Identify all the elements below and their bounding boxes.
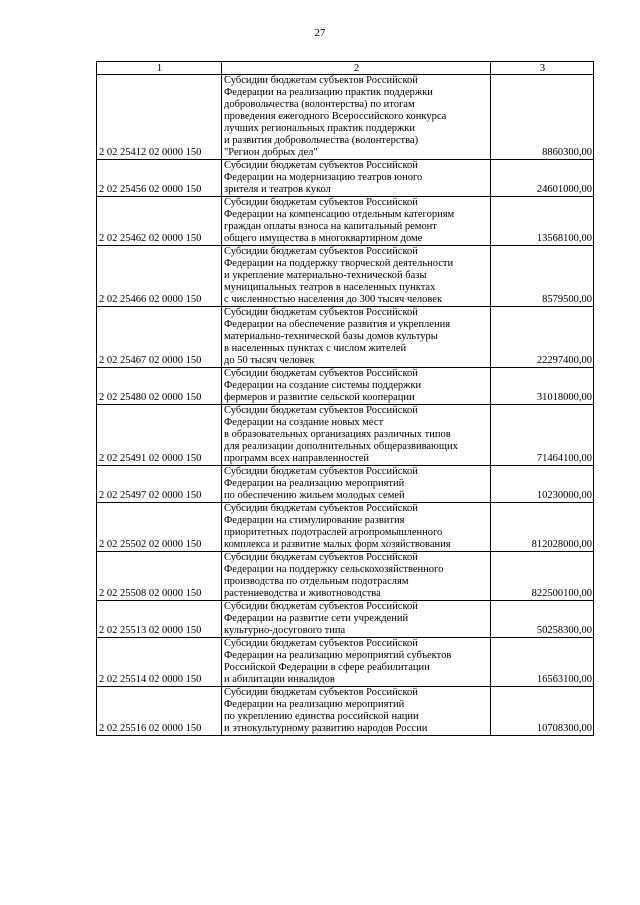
revenue-name-line: и укрепление материально-технической базы bbox=[224, 270, 427, 281]
revenue-code-cell: 2 02 25502 02 0000 150 bbox=[97, 503, 222, 552]
revenue-name-line: Субсидии бюджетам субъектов Российской bbox=[224, 307, 418, 318]
revenue-name-cell bbox=[222, 405, 491, 466]
column-header-amount: 3 bbox=[491, 62, 594, 75]
revenue-name-cell bbox=[222, 75, 491, 160]
table-row bbox=[97, 601, 594, 638]
revenue-code-cell: 2 02 25480 02 0000 150 bbox=[97, 368, 222, 405]
revenue-code-cell: 2 02 25514 02 0000 150 bbox=[97, 638, 222, 687]
revenue-name-line: фермеров и развитие сельской кооперации bbox=[224, 392, 415, 403]
table-row bbox=[97, 503, 594, 552]
table-row bbox=[97, 405, 594, 466]
revenue-name-line: с численностью населения до 300 тысяч человек bbox=[224, 294, 443, 305]
amount-cell: 8579500,00 bbox=[491, 246, 594, 307]
table-row bbox=[97, 552, 594, 601]
revenue-name-cell bbox=[222, 307, 491, 368]
revenue-name-line: и этнокультурному развитию народов России bbox=[224, 723, 428, 734]
amount-cell: 10230000,00 bbox=[491, 466, 594, 503]
revenue-name-line: программ всех направленностей bbox=[224, 453, 370, 464]
revenue-name-line: Федерации на развитие сети учреждений bbox=[224, 613, 409, 624]
revenue-name-line: Федерации на реализацию мероприятий bbox=[224, 699, 405, 710]
table-row bbox=[97, 160, 594, 197]
amount-cell: 71464100,00 bbox=[491, 405, 594, 466]
amount-cell: 822500100,00 bbox=[491, 552, 594, 601]
revenue-name-line: Федерации на обеспечение развития и укрепления bbox=[224, 319, 451, 330]
revenue-code-cell: 2 02 25491 02 0000 150 bbox=[97, 405, 222, 466]
revenue-name-line: для реализации дополнительных общеразвивающих bbox=[224, 441, 458, 452]
revenue-name-cell bbox=[222, 246, 491, 307]
revenue-name-line: по укреплению единства российской нации bbox=[224, 711, 419, 722]
column-header-code: 1 bbox=[97, 62, 222, 75]
revenue-name-line: по обеспечению жильем молодых семей bbox=[224, 490, 405, 501]
revenue-name-line: комплекса и развитие малых форм хозяйствования bbox=[224, 539, 451, 550]
amount-cell: 8860300,00 bbox=[491, 75, 594, 160]
table-row bbox=[97, 466, 594, 503]
revenue-name-line: Федерации на создание системы поддержки bbox=[224, 380, 422, 391]
amount-cell: 812028000,00 bbox=[491, 503, 594, 552]
revenue-name-cell bbox=[222, 160, 491, 197]
table-row bbox=[97, 687, 594, 736]
table-header-row bbox=[97, 62, 594, 75]
revenue-name-line: Российской Федерации в сфере реабилитации bbox=[224, 662, 430, 673]
budget-revenue-table bbox=[96, 61, 594, 736]
revenue-name-line: Субсидии бюджетам субъектов Российской bbox=[224, 687, 418, 698]
revenue-name-line: Субсидии бюджетам субъектов Российской bbox=[224, 601, 418, 612]
revenue-name-line: производства по отдельным подотраслям bbox=[224, 576, 409, 587]
revenue-code-cell: 2 02 25412 02 0000 150 bbox=[97, 75, 222, 160]
revenue-name-line: Субсидии бюджетам субъектов Российской bbox=[224, 246, 418, 257]
revenue-name-line: граждан оплаты взноса на капитальный ремонт bbox=[224, 221, 437, 232]
revenue-name-line: приоритетных подотраслей агропромышленного bbox=[224, 527, 443, 538]
table-row bbox=[97, 75, 594, 160]
revenue-code-cell: 2 02 25466 02 0000 150 bbox=[97, 246, 222, 307]
column-header-name: 2 bbox=[222, 62, 491, 75]
revenue-name-line: Федерации на поддержку сельскохозяйственного bbox=[224, 564, 444, 575]
revenue-name-line: Субсидии бюджетам субъектов Российской bbox=[224, 503, 418, 514]
revenue-name-line: Субсидии бюджетам субъектов Российской bbox=[224, 368, 418, 379]
revenue-name-line: и абилитации инвалидов bbox=[224, 674, 335, 685]
revenue-name-cell bbox=[222, 638, 491, 687]
amount-cell: 16563100,00 bbox=[491, 638, 594, 687]
revenue-name-line: общего имущества в многоквартирном доме bbox=[224, 233, 423, 244]
revenue-name-line: Субсидии бюджетам субъектов Российской bbox=[224, 552, 418, 563]
revenue-code-cell: 2 02 25467 02 0000 150 bbox=[97, 307, 222, 368]
revenue-name-line: в населенных пунктах с числом жителей bbox=[224, 343, 407, 354]
page-number: 27 bbox=[314, 27, 326, 39]
revenue-name-line: Федерации на реализацию практик поддержки bbox=[224, 87, 433, 98]
revenue-name-line: "Регион добрых дел" bbox=[224, 147, 318, 158]
revenue-name-line: лучших региональных практик поддержки bbox=[224, 123, 415, 134]
revenue-name-cell bbox=[222, 368, 491, 405]
table-row bbox=[97, 368, 594, 405]
revenue-name-line: в образовательных организациях различных типов bbox=[224, 429, 451, 440]
table-body bbox=[97, 75, 594, 736]
revenue-name-cell bbox=[222, 466, 491, 503]
revenue-code-cell: 2 02 25516 02 0000 150 bbox=[97, 687, 222, 736]
amount-cell: 10708300,00 bbox=[491, 687, 594, 736]
amount-cell: 13568100,00 bbox=[491, 197, 594, 246]
revenue-code-cell: 2 02 25508 02 0000 150 bbox=[97, 552, 222, 601]
revenue-name-line: Субсидии бюджетам субъектов Российской bbox=[224, 405, 418, 416]
amount-cell: 24601000,00 bbox=[491, 160, 594, 197]
revenue-name-cell bbox=[222, 552, 491, 601]
revenue-name-line: Субсидии бюджетам субъектов Российской bbox=[224, 75, 418, 86]
table-row bbox=[97, 307, 594, 368]
revenue-code-cell: 2 02 25497 02 0000 150 bbox=[97, 466, 222, 503]
revenue-name-line: Субсидии бюджетам субъектов Российской bbox=[224, 160, 418, 171]
revenue-name-cell bbox=[222, 601, 491, 638]
revenue-name-cell bbox=[222, 197, 491, 246]
revenue-code-cell: 2 02 25462 02 0000 150 bbox=[97, 197, 222, 246]
amount-cell: 31018000,00 bbox=[491, 368, 594, 405]
table-row bbox=[97, 197, 594, 246]
revenue-name-line: до 50 тысяч человек bbox=[224, 355, 315, 366]
revenue-name-line: добровольчества (волонтерства) по итогам bbox=[224, 99, 415, 110]
revenue-name-line: Субсидии бюджетам субъектов Российской bbox=[224, 197, 418, 208]
revenue-name-line: и развития добровольчества (волонтерства) bbox=[224, 135, 419, 146]
revenue-name-line: Федерации на модернизацию театров юного bbox=[224, 172, 423, 183]
amount-cell: 50258300,00 bbox=[491, 601, 594, 638]
revenue-name-line: муниципальных театров в населенных пунктах bbox=[224, 282, 436, 293]
revenue-code-cell: 2 02 25513 02 0000 150 bbox=[97, 601, 222, 638]
amount-cell: 22297400,00 bbox=[491, 307, 594, 368]
revenue-name-line: растениеводства и животноводства bbox=[224, 588, 381, 599]
revenue-name-line: Федерации на реализацию мероприятий bbox=[224, 478, 405, 489]
table-row bbox=[97, 638, 594, 687]
table-row bbox=[97, 246, 594, 307]
revenue-name-line: Федерации на реализацию мероприятий субъектов bbox=[224, 650, 452, 661]
revenue-name-line: культурно-досугового типа bbox=[224, 625, 346, 636]
revenue-name-cell bbox=[222, 687, 491, 736]
revenue-name-line: проведения ежегодного Всероссийского конкурса bbox=[224, 111, 447, 122]
revenue-name-line: материально-технической базы домов культуры bbox=[224, 331, 438, 342]
revenue-code-cell: 2 02 25456 02 0000 150 bbox=[97, 160, 222, 197]
revenue-name-line: Федерации на стимулирование развития bbox=[224, 515, 405, 526]
revenue-name-line: зрителя и театров кукол bbox=[224, 184, 331, 195]
revenue-name-line: Федерации на поддержку творческой деятельности bbox=[224, 258, 454, 269]
revenue-name-line: Субсидии бюджетам субъектов Российской bbox=[224, 466, 418, 477]
revenue-name-line: Федерации на компенсацию отдельным категориям bbox=[224, 209, 455, 220]
revenue-name-line: Субсидии бюджетам субъектов Российской bbox=[224, 638, 418, 649]
revenue-name-cell bbox=[222, 503, 491, 552]
revenue-name-line: Федерации на создание новых мест bbox=[224, 417, 384, 428]
